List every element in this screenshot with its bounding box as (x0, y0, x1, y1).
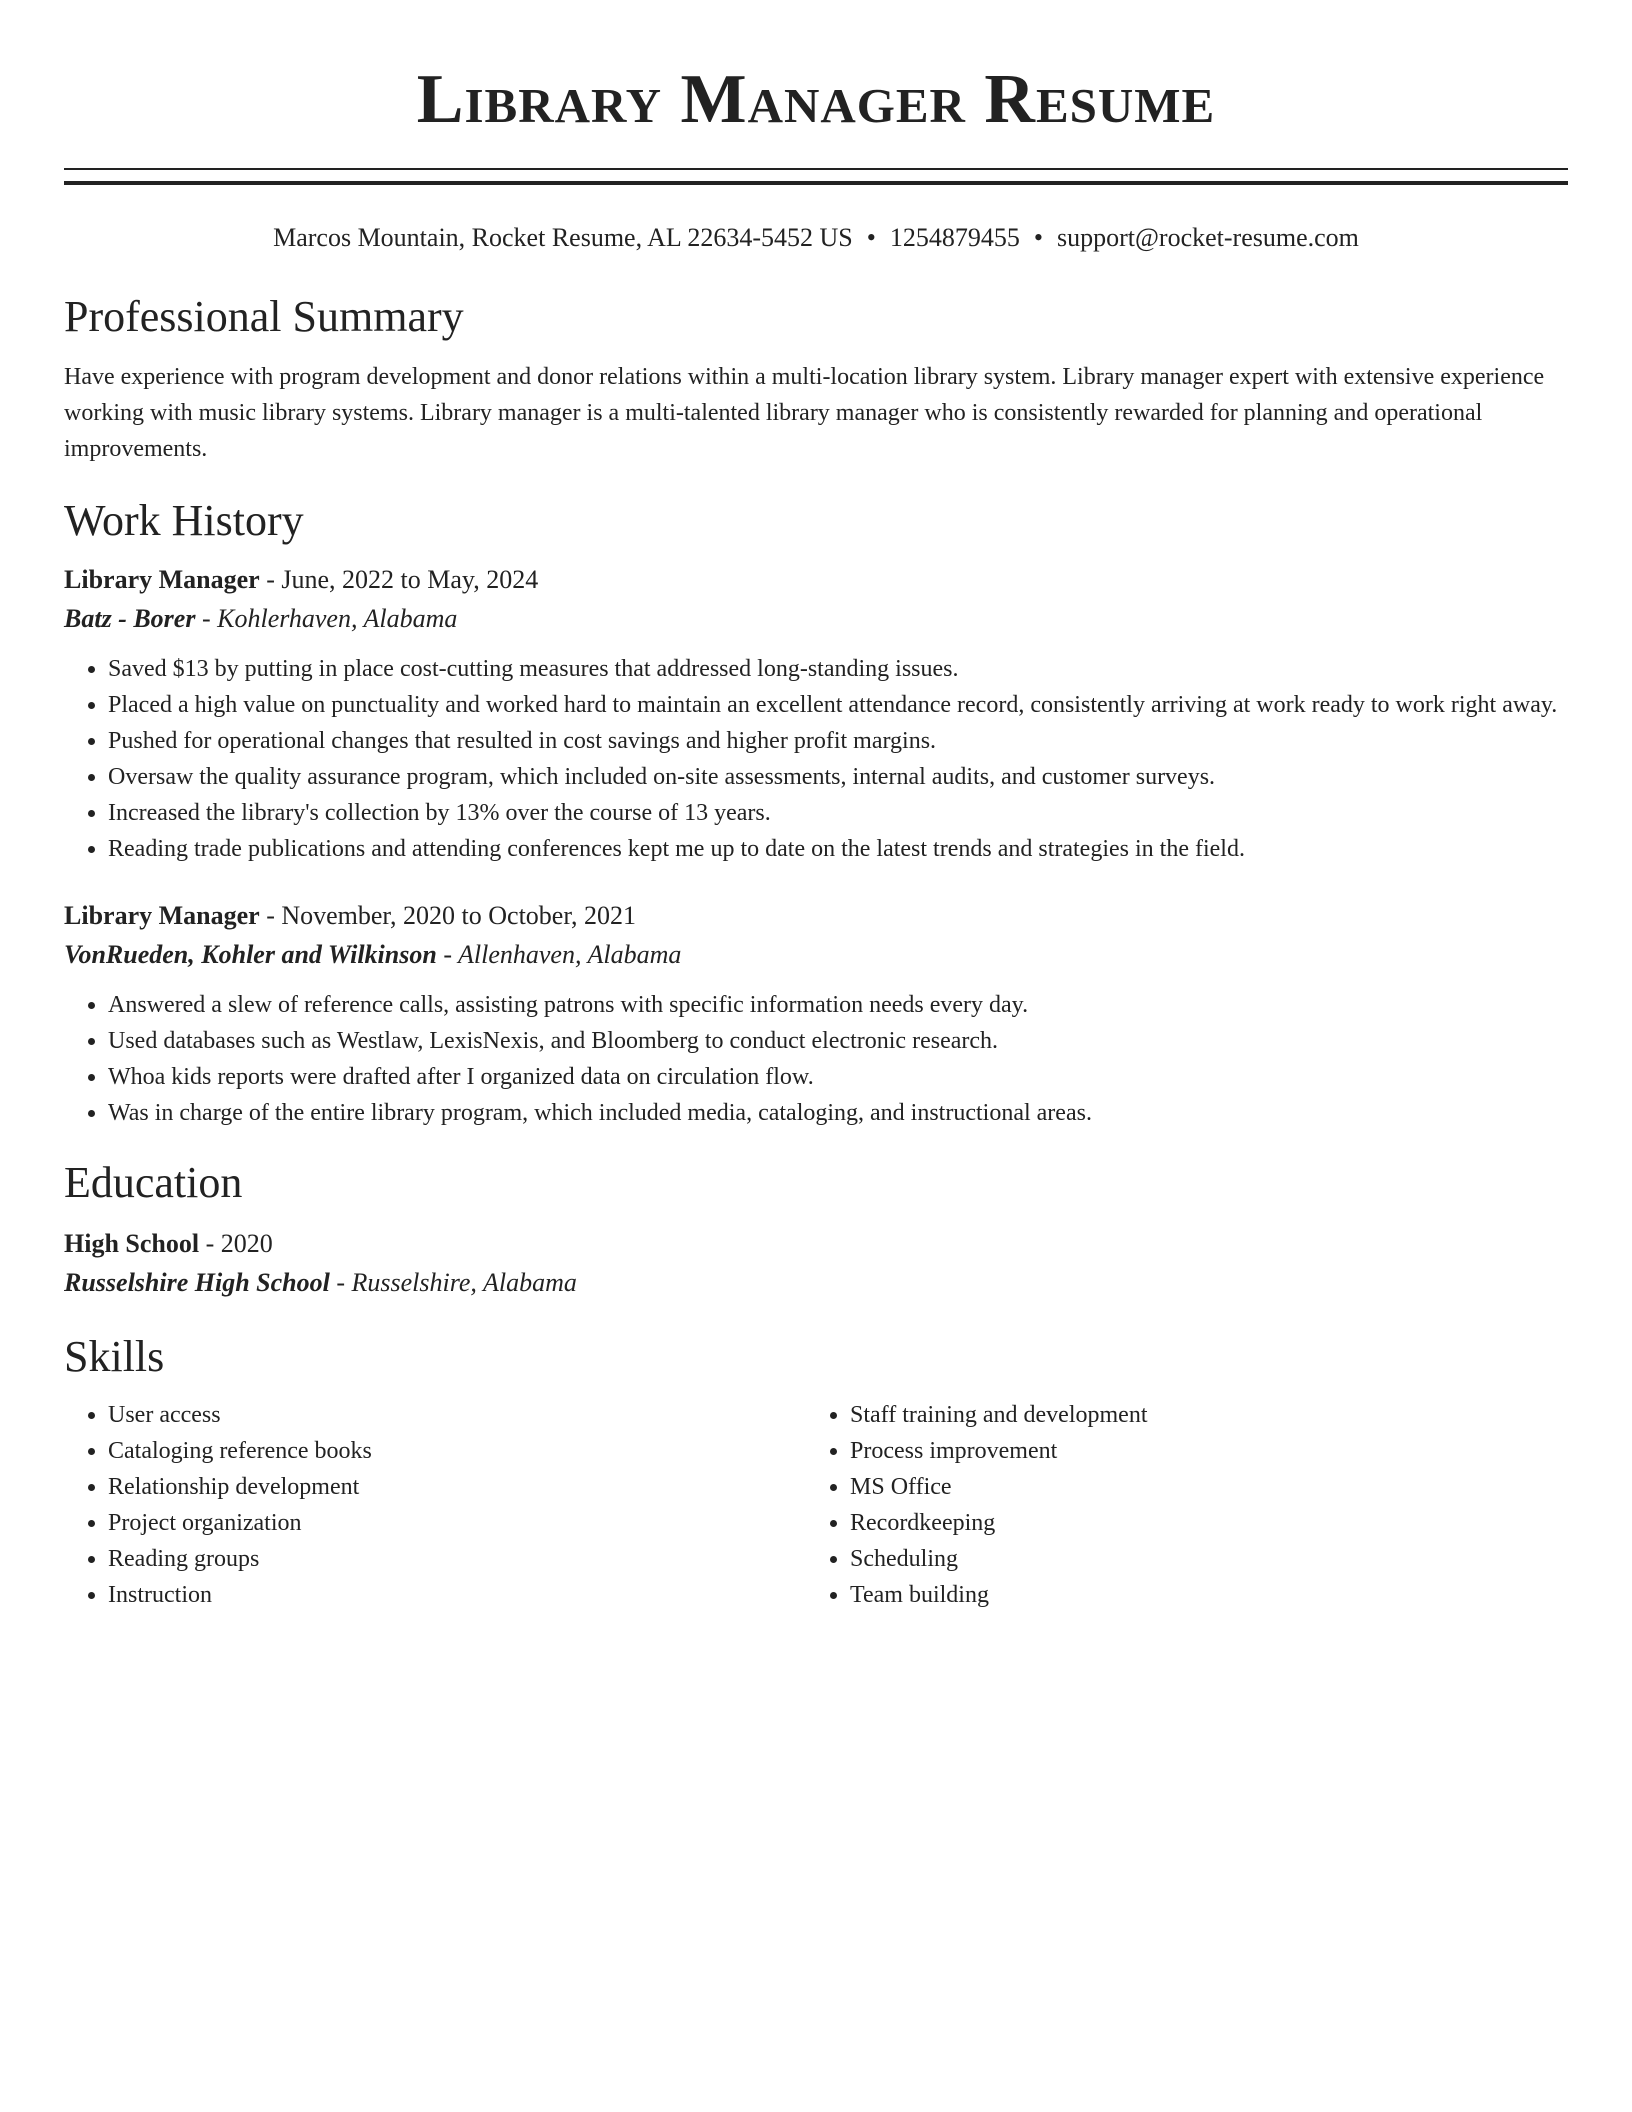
resume-title: Library Manager Resume (416, 61, 1216, 138)
skill-item: • Scheduling (850, 1541, 1548, 1577)
skill-item: • Instruction (108, 1577, 806, 1613)
job-title: Library Manager (64, 565, 260, 594)
work-history-section (64, 495, 1568, 1131)
job-bullet: • Whoa kids reports were drafted after I organized data on circulation flow. (108, 1059, 1568, 1095)
skill-item: • User access (108, 1397, 806, 1433)
education-section (64, 1157, 1568, 1303)
education-heading: Education (64, 1158, 243, 1207)
contact-phone: 1254879455 (889, 223, 1020, 252)
summary-text: Have experience with program development and donor relations within a multi-location library system. Library manager expert with extensive experience working with music library systems. Library manager is a multi-talented library manager who is consistently rewarded for planning and operational improvements. (64, 364, 1545, 462)
skill-item: • Team building (850, 1577, 1548, 1613)
skill-item: • Staff training and development (850, 1397, 1548, 1433)
job-bullet: • Was in charge of the entire library program, which included media, cataloging, and instructional areas. (108, 1095, 1568, 1131)
education-school: Russelshire High School (64, 1268, 330, 1297)
skill-item: • Project organization (108, 1505, 806, 1541)
job-title-line (64, 561, 1568, 599)
skill-item: • Reading groups (108, 1541, 806, 1577)
job-title-line (64, 897, 1568, 935)
education-year: - 2020 (199, 1229, 273, 1258)
education-school-line (64, 1263, 1568, 1303)
job-location: - Kohlerhaven, Alabama (195, 604, 458, 633)
skill-item: • MS Office (850, 1469, 1548, 1505)
job-bullet: • Pushed for operational changes that resulted in cost savings and higher profit margins. (108, 723, 1568, 759)
work-history-heading: Work History (64, 496, 304, 545)
skills-list (64, 1397, 806, 1613)
job-bullet: • Placed a high value on punctuality and worked hard to maintain an excellent attendance record, consistently arriving at work ready to work right away. (108, 687, 1568, 723)
job-company-line (64, 935, 1568, 975)
contact-line (64, 221, 1568, 255)
job-bullet: • Reading trade publications and attending conferences kept me up to date on the latest trends and strategies in the field. (108, 831, 1568, 867)
education-degree-line (64, 1225, 1568, 1263)
job-entry (64, 897, 1568, 1131)
summary-heading: Professional Summary (64, 292, 464, 341)
skills-grid (64, 1397, 1568, 1613)
skill-item: • Recordkeeping (850, 1505, 1548, 1541)
skills-section (64, 1331, 1568, 1613)
education-entry (64, 1225, 1568, 1303)
job-bullet: • Used databases such as Westlaw, LexisNexis, and Bloomberg to conduct electronic research. (108, 1023, 1568, 1059)
job-bullet: • Saved $13 by putting in place cost-cutting measures that addressed long-standing issues. (108, 651, 1568, 687)
skill-item: • Cataloging reference books (108, 1433, 806, 1469)
job-bullet-list (64, 651, 1568, 867)
contact-separator: • (866, 223, 876, 252)
job-company-line (64, 599, 1568, 639)
job-company: Batz - Borer (64, 604, 196, 633)
skill-item: • Process improvement (850, 1433, 1548, 1469)
skills-column-left (64, 1397, 806, 1613)
skills-column-right (806, 1397, 1548, 1613)
skills-heading: Skills (64, 1332, 165, 1381)
job-dates: - June, 2022 to May, 2024 (259, 565, 539, 594)
job-dates: - November, 2020 to October, 2021 (259, 901, 636, 930)
contact-email: support@rocket-resume.com (1056, 223, 1359, 252)
contact-address: Marcos Mountain, Rocket Resume, AL 22634-5452 US (273, 223, 853, 252)
job-location: - Allenhaven, Alabama (436, 940, 682, 969)
skills-list (806, 1397, 1548, 1613)
contact-separator: • (1033, 223, 1043, 252)
job-title: Library Manager (64, 901, 260, 930)
education-degree: High School (64, 1229, 200, 1258)
title-double-rule (64, 168, 1568, 185)
job-bullet: • Answered a slew of reference calls, assisting patrons with specific information needs every day. (108, 987, 1568, 1023)
job-entry (64, 561, 1568, 867)
summary-section (64, 291, 1568, 467)
education-location: - Russelshire, Alabama (329, 1268, 577, 1297)
skill-item: • Relationship development (108, 1469, 806, 1505)
job-bullet: • Increased the library's collection by 13% over the course of 13 years. (108, 795, 1568, 831)
job-bullet-list (64, 987, 1568, 1131)
job-bullet: • Oversaw the quality assurance program, which included on-site assessments, internal audits, and customer surveys. (108, 759, 1568, 795)
job-company: VonRueden, Kohler and Wilkinson (64, 940, 437, 969)
